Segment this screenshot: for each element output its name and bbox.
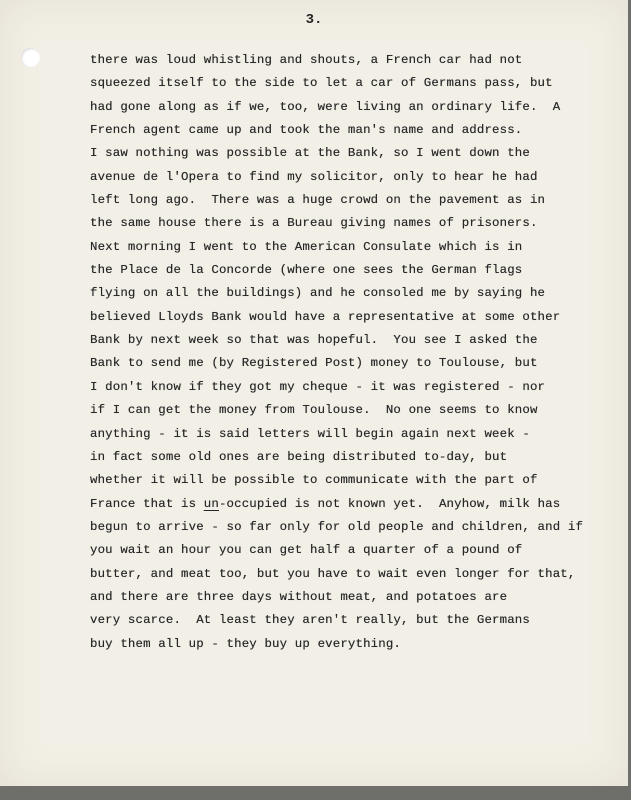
letter-body <box>90 49 610 656</box>
text-line-with-underline <box>90 493 610 516</box>
underlined-word: un <box>203 496 219 511</box>
text-line: I saw nothing was possible at the Bank, so I went down the <box>90 146 530 161</box>
text-line: you wait an hour you can get half a quarter of a pound of <box>90 543 523 558</box>
text-segment: France that is <box>90 496 204 511</box>
text-line: squeezed itself to the side to let a car of Germans pass, but <box>90 76 553 91</box>
text-line: I don't know if they got my cheque - it was registered - nor <box>90 379 546 394</box>
text-line: Next morning I went to the American Consulate which is in <box>90 239 523 254</box>
punch-hole <box>21 48 40 67</box>
text-line: French agent came up and took the man's name and address. <box>90 123 523 138</box>
text-line: the same house there is a Bureau giving names of prisoners. <box>90 216 538 231</box>
text-line: and there are three days without meat, and potatoes are <box>90 589 508 604</box>
text-line: left long ago. There was a huge crowd on the pavement as in <box>90 193 546 208</box>
text-line: anything - it is said letters will begin again next week - <box>90 426 530 441</box>
text-line: if I can get the money from Toulouse. No one seems to know <box>90 403 538 418</box>
text-line: begun to arrive - so far only for old people and children, and if <box>90 519 584 534</box>
text-line: butter, and meat too, but you have to wait even longer for that, <box>90 566 576 581</box>
text-line: there was loud whistling and shouts, a French car had not <box>90 53 523 67</box>
text-line: had gone along as if we, too, were living an ordinary life. A <box>90 99 561 114</box>
text-line: very scarce. At least they aren't really, but the Germans <box>90 613 530 628</box>
text-line: Bank by next week so that was hopeful. You see I asked the <box>90 333 538 348</box>
text-line: avenue de l'Opera to find my solicitor, only to hear he had <box>90 169 538 184</box>
page-number: 3. <box>305 12 323 28</box>
text-line: believed Lloyds Bank would have a representative at some other <box>90 309 561 324</box>
text-line: whether it will be possible to communicate with the part of <box>90 473 538 488</box>
text-line: Bank to send me (by Registered Post) money to Toulouse, but <box>90 356 538 371</box>
text-line: the Place de la Concorde (where one sees the German flags <box>90 263 523 278</box>
text-line: in fact some old ones are being distributed to-day, but <box>90 449 508 464</box>
text-line: buy them all up - they buy up everything. <box>90 636 402 651</box>
text-line: flying on all the buildings) and he consoled me by saying he <box>90 286 546 301</box>
text-segment: -occupied is not known yet. Anyhow, milk has <box>218 496 561 511</box>
